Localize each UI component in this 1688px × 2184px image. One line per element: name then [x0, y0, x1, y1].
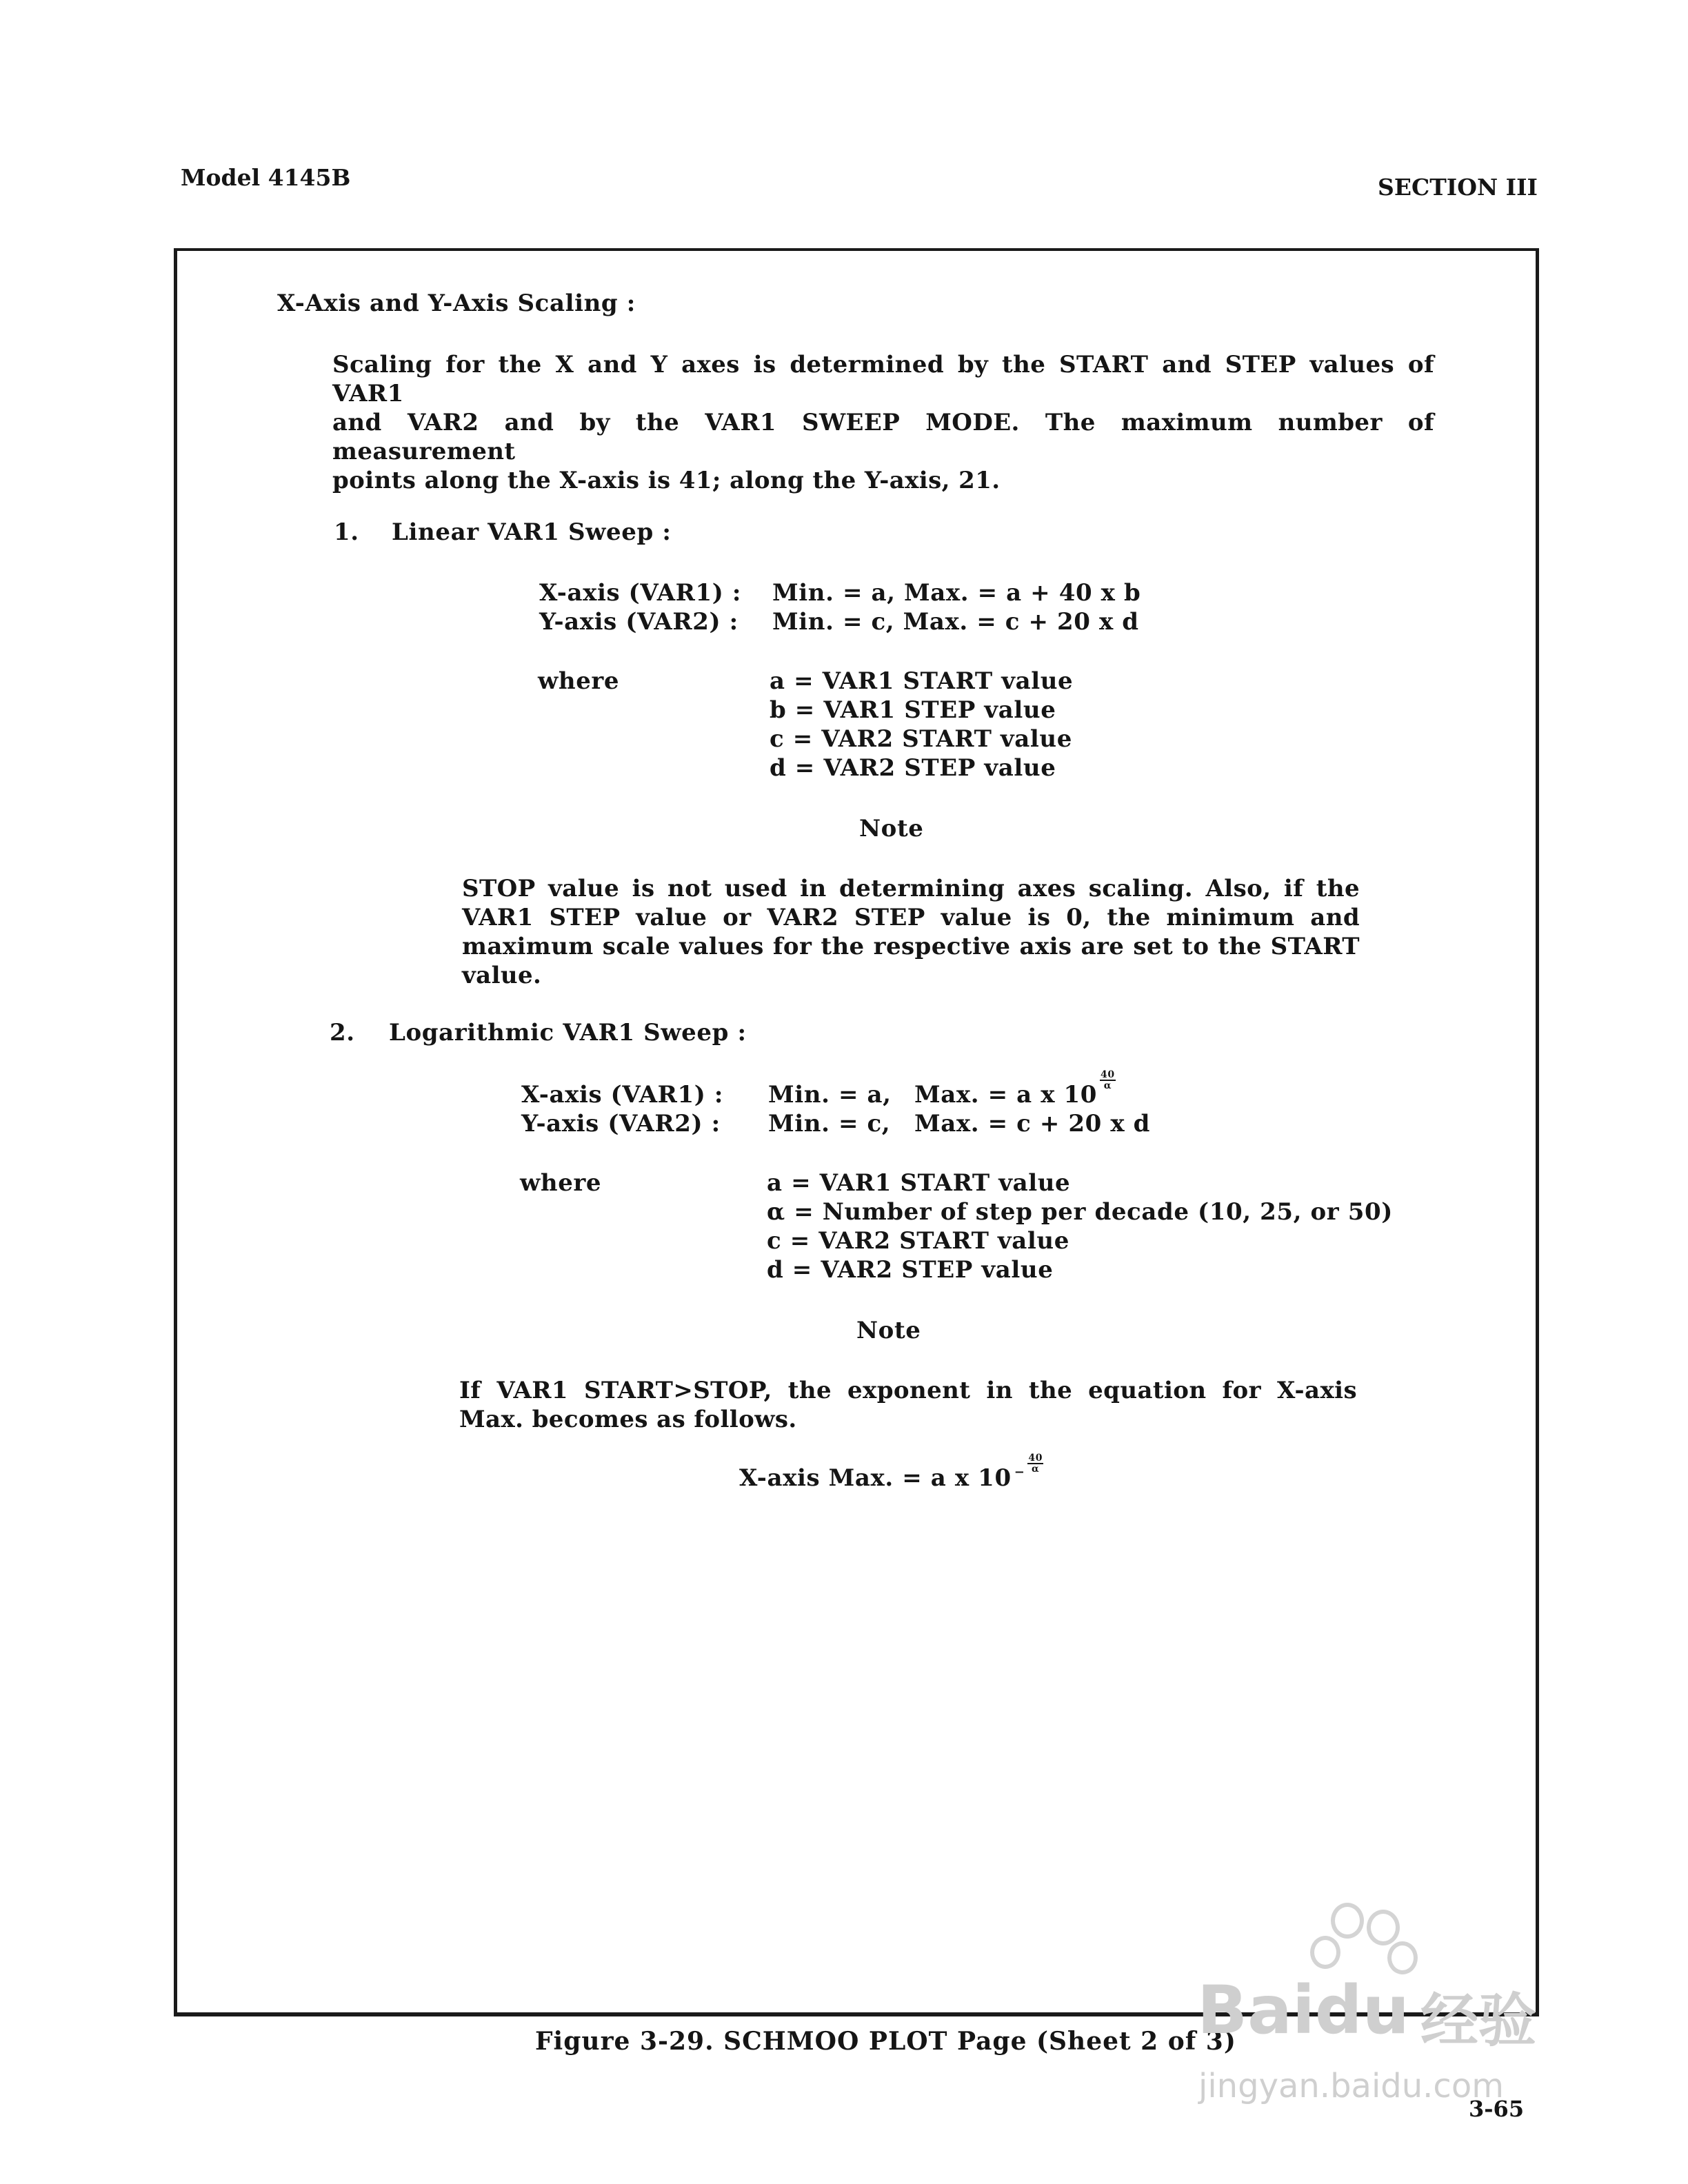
log-def-a: a = VAR1 START value	[767, 1169, 1071, 1197]
linear-y-label: Y-axis (VAR2) :	[539, 608, 738, 636]
intro-paragraph: Scaling for the X and Y axes is determined by the START and STEP values of VAR1 and VAR2 and by the VAR1 SWEEP MODE. The maximum number of measurement points along the X-axis is 41; along the Y-axis, 21.	[332, 351, 1434, 494]
figure-caption: Figure 3-29. SCHMOO PLOT Page (Sheet 2 of 3)	[535, 2027, 1236, 2056]
linear-def-a: a = VAR1 START value	[770, 667, 1074, 695]
linear-note: STOP value is not used in determining axes scaling. Also, if the VAR1 STEP value or VAR2 STEP value is 0, the minimum and maximum scale values for the respective axis are set to the START value.	[462, 875, 1360, 989]
log-number: 2.	[330, 1019, 355, 1046]
watermark-url: jingyan.baidu.com	[1198, 2067, 1504, 2105]
linear-note-title: Note	[859, 815, 924, 842]
linear-title: Linear VAR1 Sweep :	[392, 518, 672, 546]
log-y-max: Max. = c + 20 x d	[914, 1110, 1151, 1138]
linear-def-b: b = VAR1 STEP value	[770, 696, 1056, 724]
log-where: where	[520, 1169, 602, 1197]
log-x-min: Min. = a,	[768, 1081, 892, 1109]
log-note: If VAR1 START>STOP, the exponent in the equation for X-axis Max. becomes as follows.	[459, 1377, 1357, 1433]
linear-number: 1.	[334, 518, 359, 546]
linear-x-label: X-axis (VAR1) :	[539, 579, 742, 607]
log-x-max: Max. = a x 10 $\frac{40}{\alpha}$	[914, 1069, 1115, 1109]
watermark	[1186, 1903, 1572, 2123]
watermark-cn: 经验	[1420, 1987, 1537, 2054]
log-x-exponent: $\frac{40}{\alpha}$	[1101, 1069, 1115, 1091]
log-def-d: d = VAR2 STEP value	[767, 1256, 1054, 1284]
model-label: Model 4145B	[181, 164, 351, 191]
log-def-alpha: α = Number of step per decade (10, 25, or 50)	[767, 1198, 1393, 1226]
watermark-brand: Baidu	[1197, 1972, 1409, 2049]
linear-y-formula: Min. = c, Max. = c + 20 x d	[772, 608, 1139, 636]
page-number: 3-65	[1469, 2096, 1525, 2122]
section-label: SECTION III	[1378, 174, 1538, 201]
x-axis-max-equation: X-axis Max. = a x 10 − $\frac{40}{\alpha}$	[739, 1453, 1043, 1492]
linear-x-formula: Min. = a, Max. = a + 40 x b	[772, 579, 1141, 607]
log-note-title: Note	[856, 1317, 921, 1344]
equation-exponent: $\frac{40}{\alpha}$	[1028, 1453, 1043, 1475]
log-x-label: X-axis (VAR1) :	[521, 1081, 724, 1109]
linear-def-d: d = VAR2 STEP value	[770, 754, 1056, 782]
linear-def-c: c = VAR2 START value	[770, 725, 1072, 753]
log-y-label: Y-axis (VAR2) :	[521, 1110, 721, 1138]
log-def-c: c = VAR2 START value	[767, 1227, 1069, 1255]
log-title: Logarithmic VAR1 Sweep :	[389, 1019, 747, 1046]
log-y-min: Min. = c,	[768, 1110, 891, 1138]
linear-where: where	[538, 667, 620, 695]
scaling-heading: X-Axis and Y-Axis Scaling :	[277, 290, 636, 317]
